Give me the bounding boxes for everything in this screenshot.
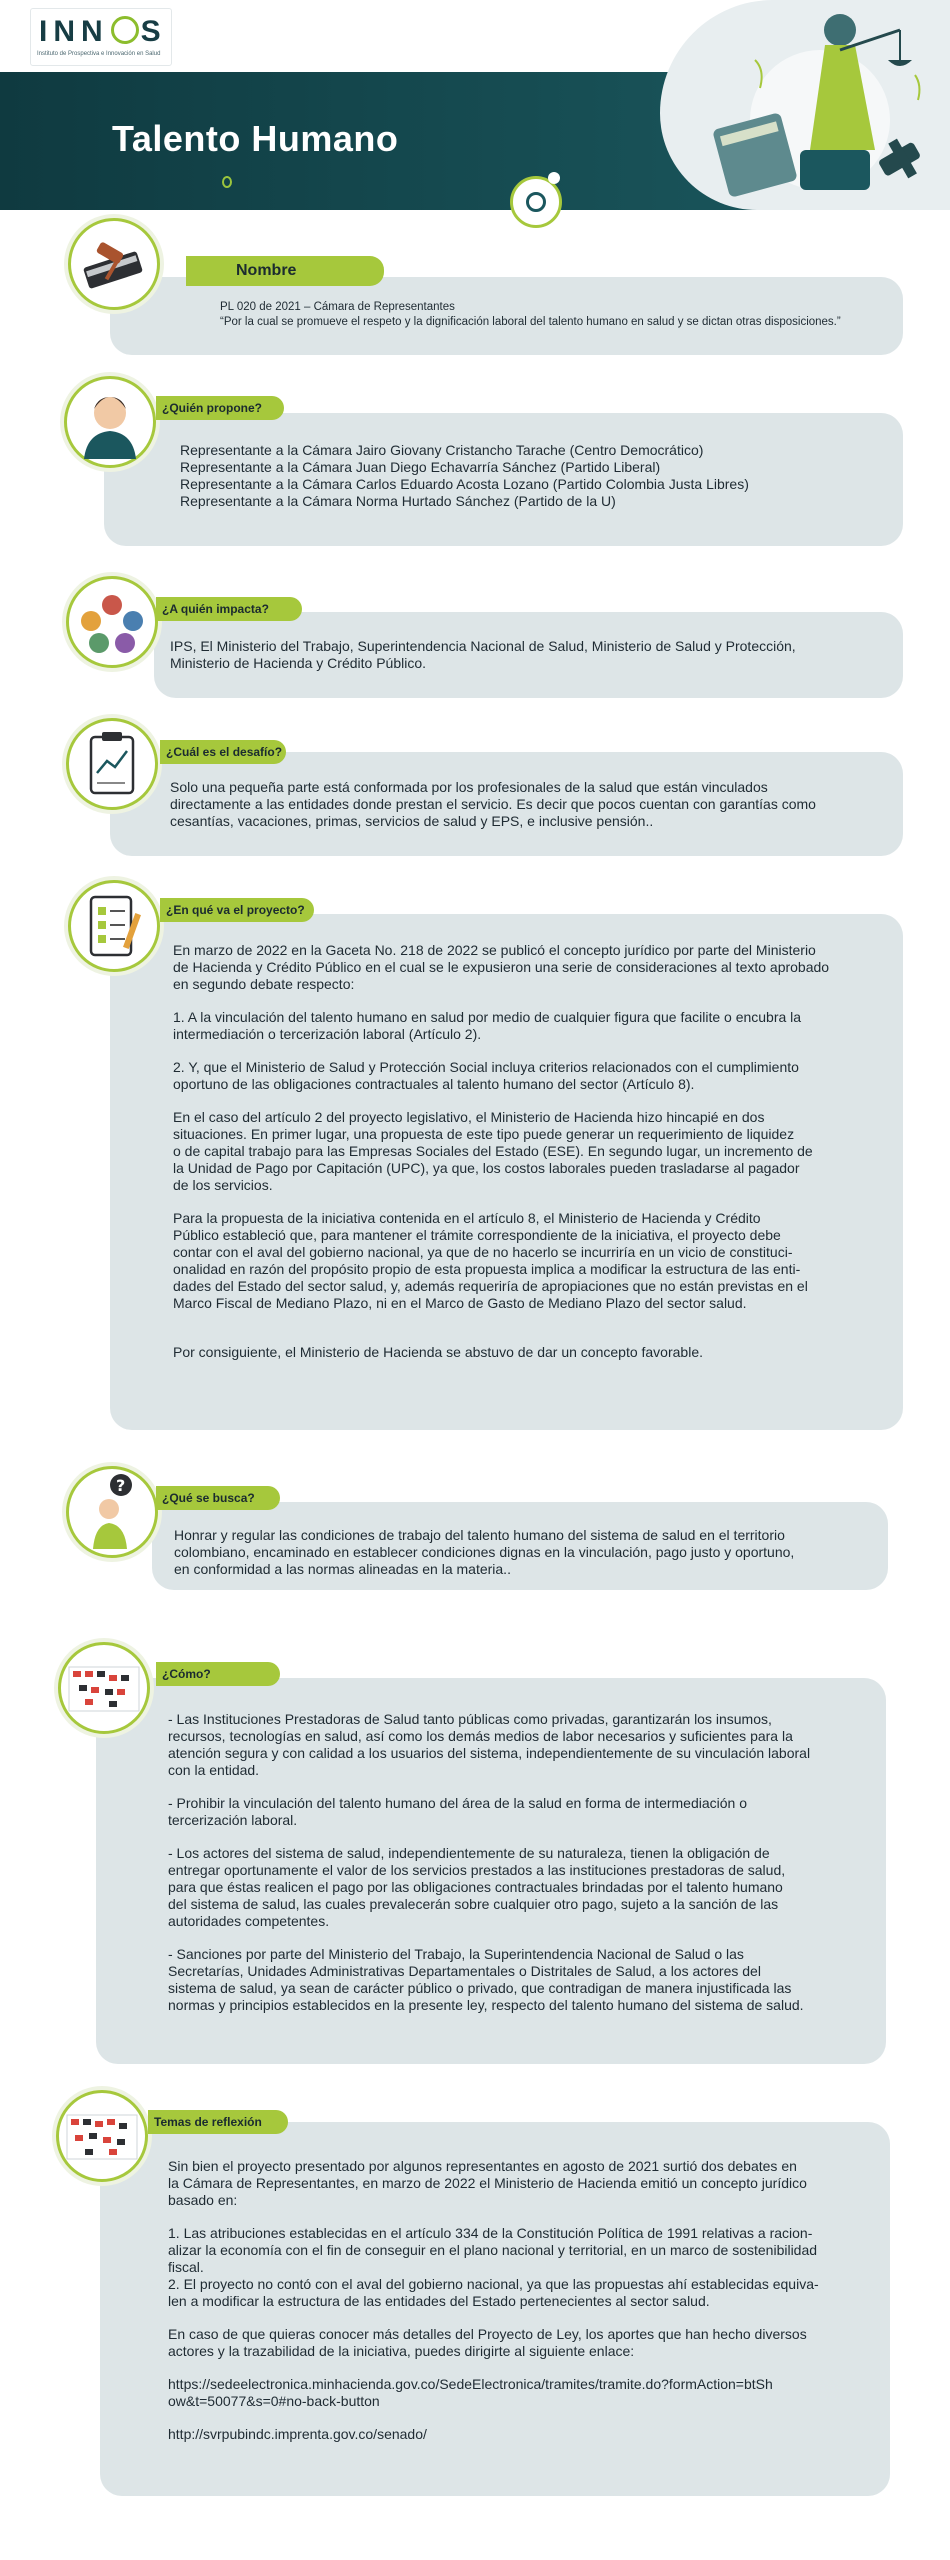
como-body [168,1711,810,2014]
checklist-pencil-icon [71,883,157,969]
innos-logo [30,8,172,66]
page-title: Talento Humano [112,118,399,159]
nombre-line-2: “Por la cual se promueve el respeto y la dignificación laboral del talento humano en salud y se dictan otras disposiciones.” [220,316,841,328]
como-p2: - Prohibir la vinculación del talento humano del área de la salud en forma de intermediación o tercerización laboral. [168,1795,748,1828]
temas-tag: Temas de reflexión [148,2110,288,2134]
temas-body [168,2158,819,2443]
proyecto-p5: Para la propuesta de la iniciativa contenida en el artículo 8, el Ministerio de Hacienda y Crédito Público estableció que, para mantener el trámite correspondiente de la iniciativa, el proyecto debe contar con el aval del gobierno nacional, ya que de no hacerlo se incurriría en un vicio de constituci- onalidad en razón del propósito propio de esta propuesta implica a modificar la estructura de las enti- dades del Estado del sector salud, y, además requeriría de apropiaciones que no están previstas en el Marco Fiscal de Mediano Plazo, ni en el Marco de Gasto de Mediano Plazo del sector salud. [173,1210,808,1311]
proponente-1: Representante a la Cámara Jairo Giovany Cristancho Tarache (Centro Democrático) [180,442,704,458]
person-question-icon [69,1469,155,1555]
gavel-law-book-icon [71,221,157,307]
header-illustration [660,0,950,210]
temas-link-1[interactable]: https://sedeelectronica.minhacienda.gov.co/SedeElectronica/tramites/tramite.do?formAction=btSh ow&t=50077&s=0#no-back-button [168,2376,773,2409]
proyecto-p6: Por consiguiente, el Ministerio de Hacienda se abstuvo de dar un concepto favorable. [173,1344,703,1360]
proyecto-p2: 1. A la vinculación del talento humano en salud por medio de cualquier figura que facilite o encubra la intermediación o tercerización laboral (Artículo 2). [173,1009,802,1042]
desafio-text: Solo una pequeña parte está conformada por los profesionales de la salud que están vinculados directamente a las entidades donde prestan el servicio. Es decir que pocos cuentan con garantías como cesantías, vacaciones, primas, servicios de salud y EPS, e inclusive pensión.. [170,779,816,829]
proyecto-icon-circle [68,880,160,972]
como-tag: ¿Cómo? [156,1662,280,1686]
nombre-body [220,300,841,330]
proyecto-p1: En marzo de 2022 en la Gaceta No. 218 de 2022 se publicó el concepto jurídico por parte del Ministerio de Hacienda y Crédito Público en el cual se le expusieron una serie de consideraciones al texto aprobado en segundo debate respecto: [173,942,830,992]
quien-tag: ¿Quién propone? [156,396,284,420]
person-avatar-icon [67,379,153,465]
busca-text: Honrar y regular las condiciones de trabajo del talento humano del sistema de salud en el territorio colombiano, encaminado en establecer condiciones dignas en la vinculación, pago justo y oportuno, en conformidad a las normas alineadas en la materia.. [174,1527,795,1577]
temas-link-2[interactable]: http://svrpubindc.imprenta.gov.co/senado/ [168,2426,427,2442]
proyecto-p4: En el caso del artículo 2 del proyecto legislativo, el Ministerio de Hacienda hizo hincapié en dos situaciones. En primer lugar, una propuesta de este tipo puede generar un requerimiento de liquidez o de capital trabajo para las Empresas Sociales del Estado (ESE). En segundo lugar, un incremento de la Unidad de Pago por Capitación (UPC), ya que, los costos laborales pueden trasladarse al pagador de los servicios. [173,1109,813,1193]
desafio-body [170,779,816,830]
logo-subtitle: Instituto de Prospectiva e Innovación en Salud [37,51,161,57]
workflow-diagram-icon [59,2093,145,2179]
impacta-icon-circle [66,576,158,668]
proyecto-p3: 2. Y, que el Ministerio de Salud y Protección Social incluya criterios relacionados con el cumplimiento oportuno de las obligaciones contractuales al talento humano del sector (Artículo 8). [173,1059,799,1092]
busca-icon-circle [66,1466,158,1558]
como-p3: - Los actores del sistema de salud, independientemente de su naturaleza, tienen la obligación de entregar oportunamente el valor de los servicios prestados a las instituciones prestadoras de salud, para que éstas realicen el pago por las obligaciones contractuales brindadas por el talento humano del sistema de salud, las cuales prevalecerán sobre cualquier otro pago, sujeto a la sanción de las autoridades competentes. [168,1845,786,1929]
proyecto-tag: ¿En qué va el proyecto? [160,898,314,922]
temas-p1: Sin bien el proyecto presentado por algunos representantes en agosto de 2021 surtió dos debates en la Cámara de Representantes, en marzo de 2022 el Ministerio de Hacienda emitió un concepto jurídico basado en: [168,2158,807,2208]
desafio-tag: ¿Cuál es el desafío? [160,740,286,764]
proyecto-body [173,942,829,1361]
proponente-2: Representante a la Cámara Juan Diego Echavarría Sánchez (Partido Liberal) [180,459,661,475]
quien-icon-circle [64,376,156,468]
svg-text:?: ? [116,1476,126,1495]
workflow-diagram-icon [61,1645,147,1731]
quien-body [180,442,749,510]
nombre-line-1: PL 020 de 2021 – Cámara de Representantes [220,301,455,313]
impacta-text: IPS, El Ministerio del Trabajo, Superintendencia Nacional de Salud, Ministerio de Salud y Protección, Ministerio de Hacienda y Crédito Público. [170,638,796,671]
nombre-icon-circle [68,218,160,310]
como-icon-circle [58,1642,150,1734]
clipboard-chart-icon [69,721,155,807]
temas-p2: 1. Las atribuciones establecidas en el artículo 334 de la Constitución Política de 1991 relativas a racion- alizar la economía con el fin de conseguir en el plano nacional y territorial, en un marco de sostenibilidad fiscal. 2. El proyecto no contó con el aval del gobierno nacional, ya que las propuestas ahí establecidas equiva- len a modificar la estructura de las entidades del Estado pertenecientes al sector salud. [168,2225,819,2309]
como-p1: - Las Instituciones Prestadoras de Salud tanto públicas como privadas, garantizarán los insumos, recursos, tecnologías en salud, así como los demás medios de labor necesarios y suficientes para la atención segura y con calidad a los usuarios del sistema, independientemente de su vinculación laboral con la entidad. [168,1711,811,1778]
nombre-tag: Nombre [186,256,384,286]
como-p4: - Sanciones por parte del Ministerio del Trabajo, la Superintendencia Nacional de Salud o las Secretarías, Unidades Administrativas Departamentales o Distritales de Salud, a los actores del sistema de salud, ya sean de carácter público o privado, que contradigan de manera injustificada las normas y principios establecidos en la presente ley, respecto del talento humano del sistema de salud. [168,1946,804,2013]
busca-body [174,1527,794,1578]
impacta-tag: ¿A quién impacta? [156,597,302,621]
impacta-body [170,638,796,672]
temas-icon-circle [56,2090,148,2182]
proponente-3: Representante a la Cámara Carlos Eduardo Acosta Lozano (Partido Colombia Justa Libres) [180,476,749,492]
busca-tag: ¿Qué se busca? [156,1486,280,1510]
center-dot [548,172,560,184]
logo-text-a: INN [39,15,109,48]
logo-o-ring [111,16,139,44]
desafio-icon-circle [66,718,158,810]
proponente-4: Representante a la Cámara Norma Hurtado Sánchez (Partido de la U) [180,493,616,509]
logo-text-b: S [140,15,167,48]
header-mark-icon [222,176,232,188]
people-group-icon [69,579,155,665]
lady-justice-icon [660,0,950,210]
temas-p3: En caso de que quieras conocer más detalles del Proyecto de Ley, los aportes que han hecho diversos actores y la trazabilidad de la iniciativa, puedes dirigirte al siguiente enlace: [168,2326,807,2359]
